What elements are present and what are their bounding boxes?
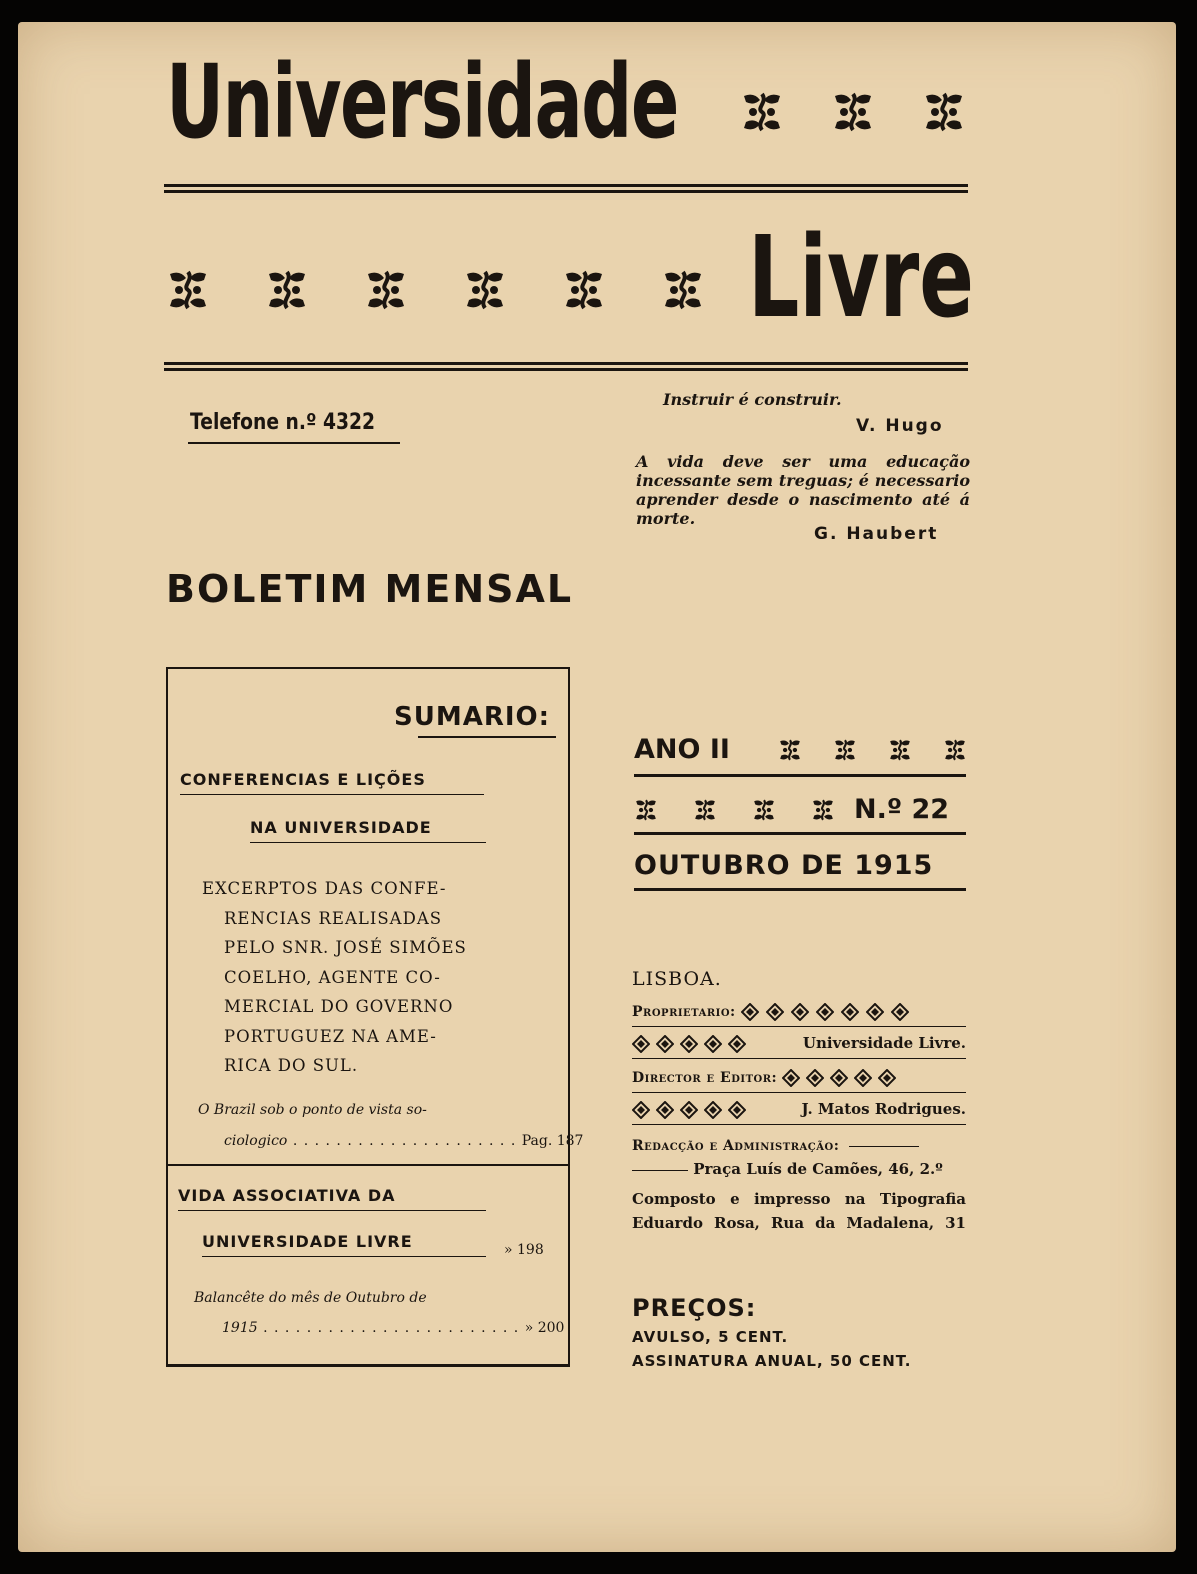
diamond-ornaments [741, 1002, 909, 1020]
admin-dash [632, 1170, 688, 1171]
masthead-ornaments-top [740, 90, 966, 138]
director-label: Director e Editor: [632, 1070, 778, 1086]
quote-2-text: A vida deve ser uma educação incessante sem treguas; é necessario aprender desde o nascimento até á morte. [636, 452, 970, 528]
publisher-rule [632, 1092, 966, 1093]
ornament-icon [778, 738, 802, 762]
masthead-title-line1: Universidade [166, 43, 678, 162]
publisher-rule [632, 1058, 966, 1059]
ornament-icon [463, 268, 507, 312]
page [18, 22, 1176, 1552]
excerpt-line: EXCERPTOS DAS CONFE- [202, 879, 447, 898]
summary-heading: SUMARIO: [394, 702, 551, 732]
summary-heading-rule [418, 736, 556, 738]
masthead-ornaments-left [166, 268, 705, 316]
excerpt-line: COELHO, AGENTE CO- [224, 967, 441, 987]
diamond-ornaments [632, 1100, 746, 1118]
admin-dash [849, 1146, 919, 1147]
diamond-ornaments [782, 1068, 896, 1086]
excerpt-line: PORTUGUEZ NA AME- [224, 1026, 437, 1046]
section-rule [202, 1256, 486, 1257]
publisher-rule [632, 1124, 966, 1125]
price-annual: ASSINATURA ANUAL, 50 CENT. [632, 1352, 912, 1370]
ornament-icon [562, 268, 606, 312]
owner-label: Proprietario: [632, 1004, 736, 1020]
printer-line1: Composto e impresso na Tipografia [632, 1190, 966, 1208]
excerpt-line: MERCIAL DO GOVERNO [224, 997, 454, 1016]
masthead-rule-bottom [164, 362, 968, 371]
admin-address: Praça Luís de Camões, 46, 2.º [693, 1160, 943, 1178]
publisher-admin-row1 [632, 1136, 966, 1154]
telephone-number: Telefone n.º 4322 [190, 410, 376, 435]
excerpt-line: RENCIAS REALISADAS [224, 908, 443, 928]
ornament-icon [888, 738, 912, 762]
excerpt-text [202, 874, 467, 1081]
ornament-icon [634, 798, 658, 822]
issue-rule [634, 888, 966, 891]
entry-brazil-line2: ciologico . . . . . . . . . . . . . . . . . . . . . Pag. 187 [224, 1133, 584, 1149]
ornament-icon [166, 268, 210, 312]
director-name: J. Matos Rodrigues. [801, 1100, 966, 1118]
entry-brazil-page: Pag. 187 [521, 1133, 584, 1149]
diamond-ornaments [632, 1034, 746, 1052]
entry-brazil-title: ciologico [224, 1133, 288, 1149]
ornament-icon [943, 738, 967, 762]
prices-heading: PREÇOS: [632, 1294, 757, 1322]
publisher-owner-row2 [632, 1034, 966, 1053]
ornament-icon [811, 798, 835, 822]
issue-year-ornaments [778, 738, 967, 766]
entry-balancete-page: » 200 [524, 1320, 565, 1336]
publisher-director-row2 [632, 1100, 966, 1119]
bulletin-title: BOLETIM MENSAL [166, 567, 574, 611]
admin-label: Redacção e Administração: [632, 1138, 840, 1154]
owner-name: Universidade Livre. [802, 1034, 966, 1052]
entry-balancete-line1: Balancête do mês de Outubro de [194, 1290, 427, 1306]
ornament-icon [693, 798, 717, 822]
publisher-director-row1 [632, 1068, 966, 1087]
issue-rule [634, 774, 966, 777]
publisher-owner-row1 [632, 1002, 966, 1021]
issue-date: OUTUBRO DE 1915 [634, 850, 934, 881]
ornament-icon [740, 90, 784, 134]
section-rule [180, 794, 484, 795]
entry-balancete-line2: 1915 . . . . . . . . . . . . . . . . . . . . . . . . » 200 [222, 1320, 565, 1336]
masthead-rule-top [164, 184, 968, 193]
entry-balancete-title: 1915 [222, 1320, 258, 1336]
summary-divider [166, 1164, 570, 1166]
quote-2-author: G. Haubert [814, 524, 939, 544]
entry-brazil-line1: O Brazil sob o ponto de vista so- [198, 1102, 427, 1118]
issue-rule [634, 832, 966, 835]
ornament-icon [752, 798, 776, 822]
section-vida-line1: VIDA ASSOCIATIVA DA [178, 1186, 396, 1205]
ornament-icon [922, 90, 966, 134]
excerpt-line: PELO SNR. JOSÉ SIMÕES [224, 938, 467, 957]
issue-year: ANO II [634, 734, 730, 765]
publisher-city: LISBOA. [632, 968, 722, 990]
quote-1-text: Instruir é construir. [663, 390, 842, 409]
ornament-icon [833, 738, 857, 762]
issue-number-ornaments [634, 798, 835, 826]
telephone-underline [188, 442, 400, 444]
printer-line2: Eduardo Rosa, Rua da Madalena, 31 [632, 1214, 966, 1232]
ornament-icon [831, 90, 875, 134]
ornament-icon [364, 268, 408, 312]
ornament-icon [661, 268, 705, 312]
section-vida-page: » 198 [504, 1242, 544, 1258]
ornament-icon [265, 268, 309, 312]
issue-number: N.º 22 [854, 794, 950, 825]
publisher-rule [632, 1026, 966, 1027]
section-rule [250, 842, 486, 843]
price-single: AVULSO, 5 CENT. [632, 1328, 789, 1346]
masthead-title-line2: Livre [748, 213, 974, 343]
excerpt-line: RICA DO SUL. [224, 1056, 359, 1075]
section-vida-line2: UNIVERSIDADE LIVRE [202, 1232, 413, 1251]
quote-1-author: V. Hugo [856, 416, 944, 436]
section-rule [178, 1210, 486, 1211]
section-conferencias-line1: CONFERENCIAS E LIÇÕES [180, 770, 426, 789]
publisher-admin-row2 [632, 1160, 966, 1178]
section-conferencias-line2: NA UNIVERSIDADE [250, 818, 432, 837]
